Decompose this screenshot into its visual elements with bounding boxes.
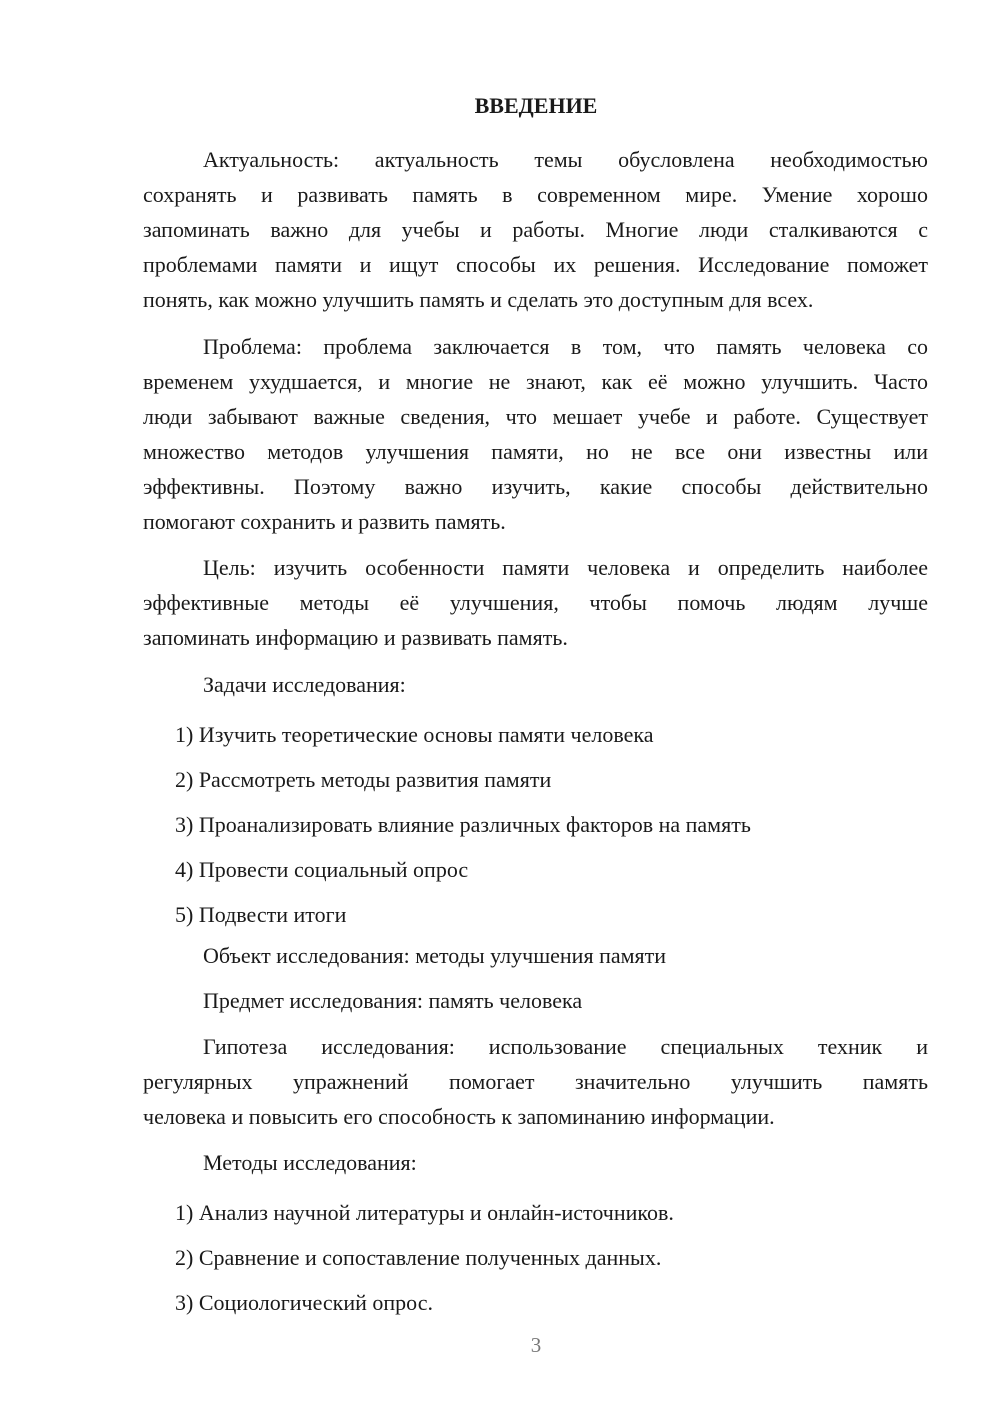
- text-line: Проблема: проблема заключается в том, что память человека со: [203, 334, 928, 359]
- research-subject: [143, 983, 928, 1018]
- tasks-heading: [143, 667, 928, 702]
- paragraph-problem: [143, 329, 928, 539]
- text-line: Гипотеза исследования: использование специальных техник и: [203, 1034, 928, 1059]
- paragraph-relevance: [143, 142, 928, 317]
- text-line: помогают сохранить и развить память.: [143, 509, 506, 534]
- paragraph-hypothesis: [143, 1029, 928, 1134]
- list-item: 1) Изучить теоретические основы памяти человека: [175, 722, 654, 747]
- text-line: Задачи исследования:: [203, 672, 406, 697]
- list-item: 3) Социологический опрос.: [175, 1290, 433, 1315]
- text-line: запоминать важно для учебы и работы. Многие люди сталкиваются с: [143, 217, 928, 242]
- page-number: 3: [530, 1333, 542, 1357]
- text-line: сохранять и развивать память в современном мире. Умение хорошо: [143, 182, 928, 207]
- text-line: Методы исследования:: [203, 1150, 417, 1175]
- text-line: Актуальность: актуальность темы обусловлена необходимостью: [203, 147, 928, 172]
- text-line: человека и повысить его способность к запоминанию информации.: [143, 1104, 775, 1129]
- list-item: 5) Подвести итоги: [175, 902, 347, 927]
- text-line: Цель: изучить особенности памяти человека и определить наиболее: [203, 555, 928, 580]
- methods-list: [143, 1190, 928, 1325]
- list-item: 2) Сравнение и сопоставление полученных данных.: [175, 1245, 662, 1270]
- text-line: проблемами памяти и ищут способы их решения. Исследование поможет: [143, 252, 928, 277]
- text-line: эффективны. Поэтому важно изучить, какие способы действительно: [143, 474, 928, 499]
- methods-heading: [143, 1145, 928, 1180]
- text-line: временем ухудшается, и многие не знают, как её можно улучшить. Часто: [143, 369, 928, 394]
- tasks-list: [143, 712, 928, 937]
- text-line: запоминать информацию и развивать память.: [143, 625, 568, 650]
- text-line: Объект исследования: методы улучшения памяти: [203, 943, 667, 968]
- text-line: эффективные методы её улучшения, чтобы помочь людям лучше: [143, 590, 928, 615]
- text-line: множество методов улучшения памяти, но не все они известны или: [143, 439, 928, 464]
- research-object: [143, 938, 928, 973]
- paragraph-goal: [143, 550, 928, 655]
- list-item: 4) Провести социальный опрос: [175, 857, 469, 882]
- page-title: ВВЕДЕНИЕ: [474, 93, 598, 118]
- list-item: 3) Проанализировать влияние различных факторов на память: [175, 812, 751, 837]
- list-item: 1) Анализ научной литературы и онлайн-источников.: [175, 1200, 674, 1225]
- text-line: регулярных упражнений помогает значительно улучшить память: [143, 1069, 928, 1094]
- list-item: 2) Рассмотреть методы развития памяти: [175, 767, 552, 792]
- text-line: понять, как можно улучшить память и сделать это доступным для всех.: [143, 287, 814, 312]
- text-line: люди забывают важные сведения, что мешает учебе и работе. Существует: [143, 404, 928, 429]
- text-line: Предмет исследования: память человека: [203, 988, 583, 1013]
